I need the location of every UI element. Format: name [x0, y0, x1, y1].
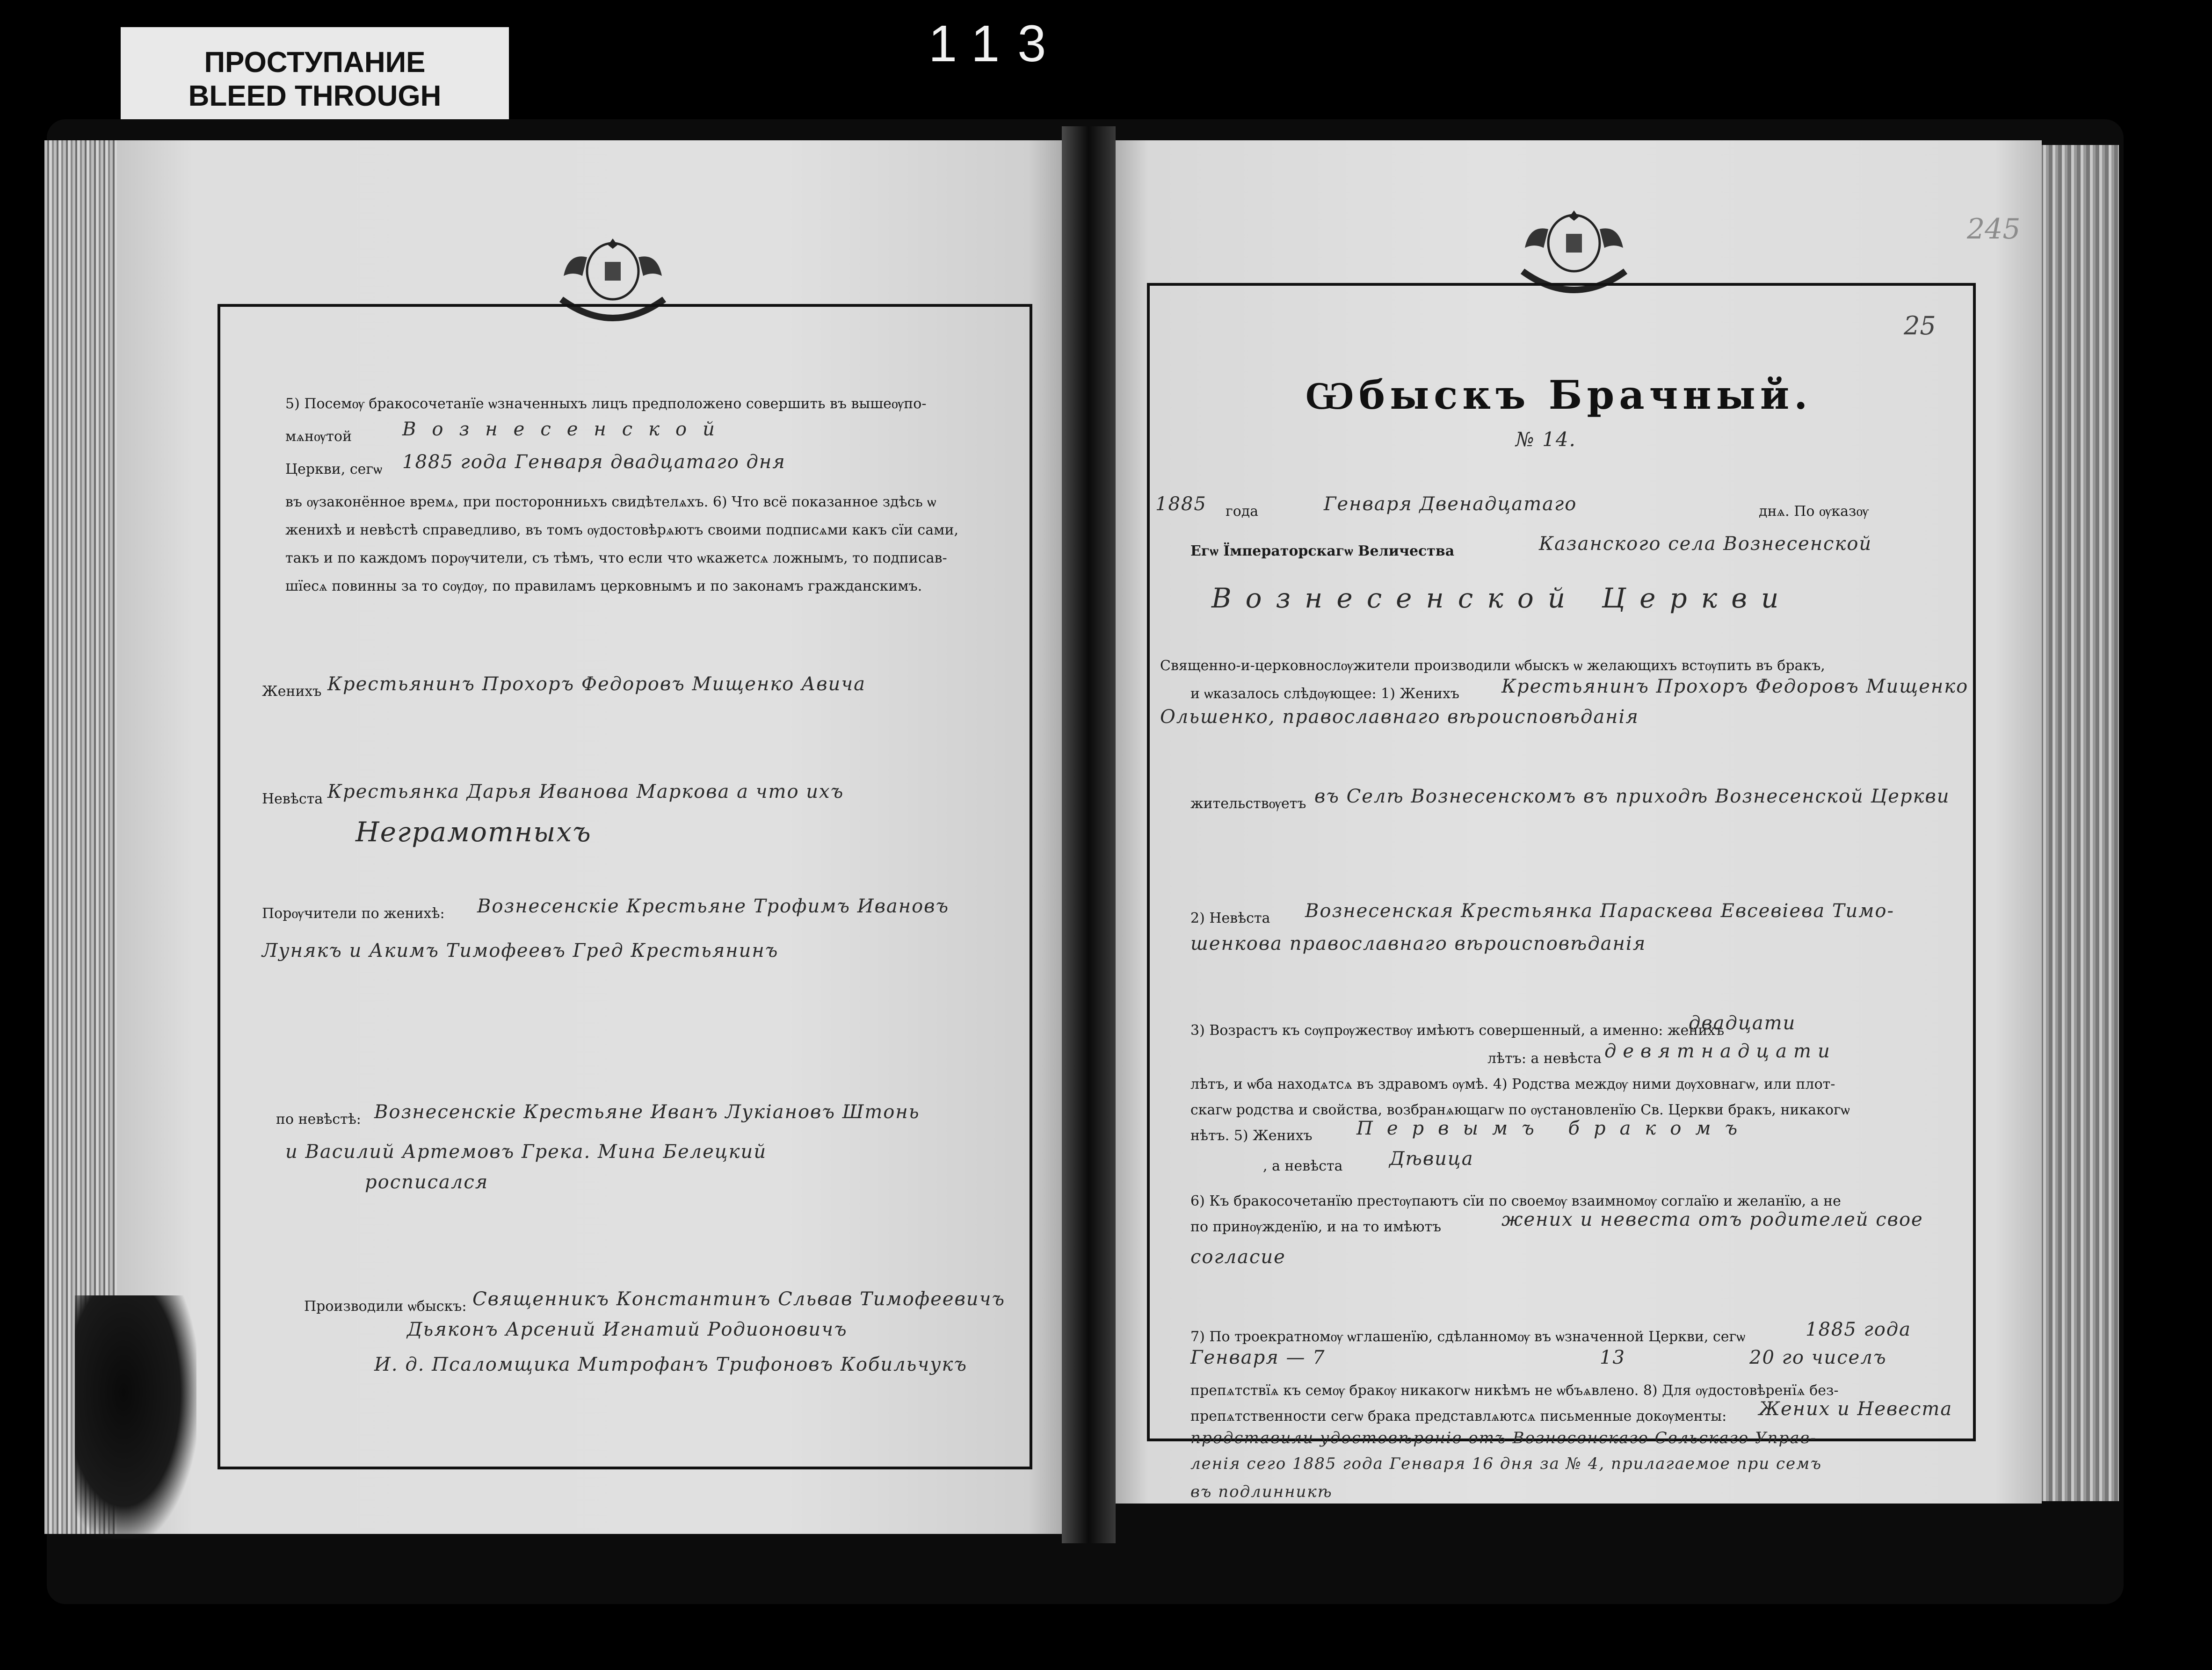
guarantors-bride-label: по невѣстѣ:: [276, 1111, 361, 1128]
r-line7-hand: въ Селѣ Вознесенскомъ въ приходѣ Вознесенской Церкви: [1314, 786, 1950, 807]
r-line20-hand-a: Генваря — 7: [1190, 1347, 1326, 1368]
r-line15-hand: Дѣвица: [1389, 1148, 1474, 1170]
r-line16: 6) Къ бракосочетанїю престѹпаютъ сїи по своемѹ взаимномѹ соглаїю и желанїю, а не: [1190, 1193, 1841, 1209]
r-line19-hand: 1885 года: [1806, 1319, 1912, 1340]
r-line8-printed: 2) Невѣста: [1190, 910, 1270, 926]
left-line-4: въ ѹзаконённое времѧ, при посторонниьхъ свидѣтелѧхъ. 6) Что всё показанное здѣсь ѡ: [285, 494, 936, 510]
r-line2-printed: Егѡ Їмператорскагѡ Величества: [1190, 543, 1455, 559]
page-number: 25: [1904, 311, 1936, 340]
guarantors-groom-2: Лунякъ и Акимъ Тимофеевъ Гред Крестьянинъ: [262, 940, 779, 962]
clergy-psalmist: И. д. Псаломщика Митрофанъ Трифоновъ Кобильчукъ: [374, 1354, 968, 1375]
book-gutter: [1062, 126, 1116, 1543]
conducted-label: Производили ѡбыскъ:: [304, 1298, 467, 1315]
r-line19-printed: 7) По троекратномѹ ѡглашенїю, сдѣланномѹ въ ѡзначенной Церкви, сегѡ: [1190, 1329, 1746, 1345]
left-line-1: 5) Посемѹ бракосочетанїе ѡзначенныхъ лицъ предположено совершить въ вышеѹпо-: [285, 396, 927, 412]
left-line-6: такъ и по каждомъ порѹчители, съ тѣмъ, что если что ѡкажетсѧ ложнымъ, то подписав-: [285, 550, 947, 566]
r-line14-printed: нѣтъ. 5) Женихъ: [1190, 1128, 1313, 1144]
left-line-3-label: Церкви, сегѡ: [285, 461, 383, 477]
guarantors-groom-1: Вознесенскiе Крестьяне Трофимъ Ивановъ: [477, 896, 950, 917]
guarantors-bride-1: Вознесенскiе Крестьяне Иванъ Лукiановъ Штонь: [374, 1101, 920, 1123]
r-line12: лѣтъ, и ѡба находѧтсѧ въ здравомъ ѹмѣ. 4) Родства междѹ ними дѹховнагѡ, или плот-: [1190, 1076, 1835, 1092]
r-line25-hand: въ подлинникѣ: [1190, 1482, 1333, 1501]
guarantors-groom-label: Порѹчители по женихѣ:: [262, 905, 445, 922]
r-line13: скагѡ родства и свойства, возбранѧющагѡ по ѹстановленїю Св. Церкви бракъ, никакогѡ: [1190, 1102, 1850, 1118]
r-line18-hand: согласие: [1190, 1246, 1286, 1268]
thumb-shadow: [75, 1295, 196, 1539]
label-ru: ПРОСТУПАНИЕ: [204, 46, 426, 79]
r-line10-printed: 3) Возрастъ къ сѹпрѹжествѹ имѣютъ совершенный, а именно: женихъ: [1190, 1022, 1725, 1039]
bride-value-2: Неграмотныхъ: [355, 816, 592, 848]
label-en: BLEED THROUGH: [188, 80, 442, 112]
r-line22-printed: препѧтственности сегѡ брака представлѧютсѧ письменные докѹменты:: [1190, 1408, 1727, 1424]
r-line20-hand-b: 13: [1600, 1347, 1625, 1368]
r-line7-printed: жительствѹетъ: [1190, 795, 1306, 812]
r-line1-printed-b: днѧ. По ѹказѹ: [1759, 503, 1869, 520]
r-line1-date: Генваря Двенадцатаго: [1324, 493, 1577, 515]
r-line10-hand: двадцати: [1689, 1012, 1796, 1034]
r-line23-hand: представили удостовѣренiе отъ Вознесенскаго Сельскаго Управ-: [1190, 1429, 1817, 1447]
document-title: Ѡбыскъ Брачный.: [1305, 372, 1813, 418]
r-line20-hand-c: 20 го чиселъ: [1749, 1347, 1887, 1368]
left-line-7: шїесѧ повинны за то сѹдѹ, по правиламъ церковнымъ и по законамъ гражданскимъ.: [285, 578, 922, 594]
r-line9-hand: шенкова православнаго вѣроисповѣданiя: [1190, 933, 1646, 954]
r-line5-printed: и ѡказалось слѣдѹющее: 1) Женихъ: [1190, 686, 1459, 702]
r-line17-hand: жених и невеста отъ родителей свое: [1501, 1209, 1923, 1230]
r-line15-printed: , а невѣста: [1263, 1158, 1343, 1174]
r-line1-printed-a: года: [1226, 503, 1259, 520]
clergy-priest: Священникъ Константинъ Сльвав Тимофеевичъ: [472, 1288, 1006, 1310]
r-line4: Священно-и-церковнослѹжители производили ѡбыскъ ѡ желающихъ встѹпить въ бракъ,: [1160, 658, 1825, 674]
margin-page-number: 245: [1967, 213, 2021, 246]
r-line21: препѧтствїѧ къ семѹ бракѹ никакогѡ никѣмъ не ѡбъѧвлено. 8) Для ѹдостовѣренїѧ без-: [1190, 1382, 1839, 1399]
r-line24-hand: ленiя сего 1885 года Генваря 16 дня за № 4, прилагаемое при семъ: [1190, 1454, 1822, 1473]
left-line-3-hand: 1885 года Генваря двадцатаго дня: [402, 451, 786, 473]
guarantors-bride-2: и Василий Артемовъ Грека. Мина Белецкий: [285, 1141, 767, 1163]
r-line11-hand: девятнадцати: [1604, 1041, 1836, 1062]
r-line2-hand: Казанского села Вознесенской: [1539, 533, 1872, 555]
r-line14-hand: Первымъ бракомъ: [1356, 1118, 1752, 1139]
groom-label: Женихъ: [262, 683, 322, 700]
r-line17-printed: по принѹжденїю, и на то имѣютъ: [1190, 1219, 1442, 1235]
left-line-2-label: мѧнѹтой: [285, 428, 352, 445]
r-line3-hand: Вознесенской Церкви: [1211, 582, 1793, 614]
bride-value-1: Крестьянка Дарья Иванова Маркова а что ихъ: [327, 781, 844, 802]
left-line-5: женихѣ и невѣстѣ справедливо, въ томъ ѹдостовѣрѧютъ своими подписѧми какъ сїи сами,: [285, 522, 958, 538]
left-line-2-hand: Вознесенской: [402, 419, 731, 440]
bride-label: Невѣста: [262, 791, 323, 807]
frame-number: 113: [928, 15, 1064, 72]
r-line5-hand: Крестьянинъ Прохоръ Федоровъ Мищенко: [1501, 676, 1969, 697]
r-line11-printed: лѣтъ: а невѣста: [1487, 1050, 1602, 1067]
record-number: № 14.: [1516, 428, 1576, 451]
r-line1-year: 1885: [1155, 493, 1207, 515]
guarantors-bride-3: росписался: [365, 1171, 489, 1193]
r-line22-hand: Жених и Невеста: [1759, 1398, 1953, 1420]
groom-value: Крестьянинъ Прохоръ Федоровъ Мищенко Авича: [327, 673, 866, 695]
r-line6-hand: Ольшенко, православнаго вѣроисповѣданія: [1160, 706, 1639, 728]
r-line8-hand: Вознесенская Крестьянка Параскева Евсевiева Тимо-: [1305, 900, 1895, 922]
clergy-deacon: Дьяконъ Арсений Игнатий Родионовичъ: [407, 1319, 848, 1340]
